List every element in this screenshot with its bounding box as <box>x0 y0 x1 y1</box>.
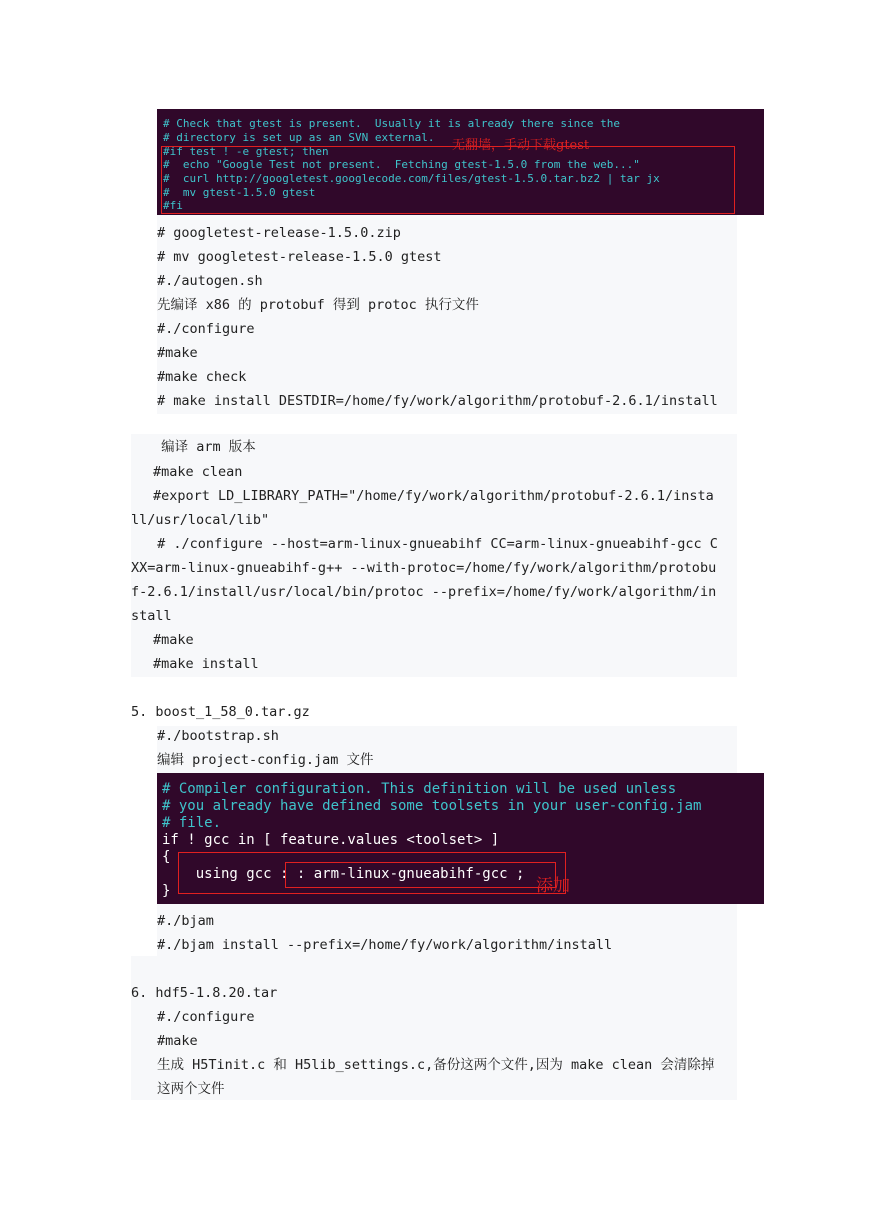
code-line: stall <box>131 608 172 624</box>
terminal-line: # echo "Google Test not present. Fetching gtest-1.5.0 from the web..." <box>163 158 640 171</box>
terminal-line: # file. <box>162 815 222 831</box>
code-line: #make <box>157 345 198 361</box>
terminal-line: { <box>162 849 171 865</box>
code-line: # googletest-release-1.5.0.zip <box>157 225 401 241</box>
code-line: #./autogen.sh <box>157 273 263 289</box>
code-line: 先编译 x86 的 protobuf 得到 protoc 执行文件 <box>157 297 479 313</box>
code-line: #make check <box>157 369 247 385</box>
terminal-line: # directory is set up as an SVN external. <box>163 131 435 144</box>
section-heading: 6. hdf5-1.8.20.tar <box>131 985 278 1001</box>
code-line: 编辑 project-config.jam 文件 <box>157 752 374 768</box>
code-line: 这两个文件 <box>157 1081 225 1097</box>
code-line: # ./configure --host=arm-linux-gnueabihf CC=arm-linux-gnueabihf-gcc C <box>149 536 718 552</box>
terminal-line: #fi <box>163 199 183 212</box>
annotation-box-gtest <box>161 146 735 214</box>
code-line: ll/usr/local/lib" <box>131 512 270 528</box>
code-line: #make <box>153 632 194 648</box>
annotation-box-inner <box>285 862 556 888</box>
code-line: #./configure <box>157 321 255 337</box>
annotation-no-vpn: 无翻墙，手动下载gtest <box>452 138 590 153</box>
annotation-add: 添加 <box>536 876 570 896</box>
code-line: #./bjam <box>157 913 214 929</box>
code-line: #./configure <box>157 1009 255 1025</box>
code-line: #./bjam install --prefix=/home/fy/work/algorithm/install <box>157 937 613 953</box>
terminal-line: } <box>162 883 171 899</box>
code-line: # make install DESTDIR=/home/fy/work/algorithm/protobuf-2.6.1/install <box>157 393 718 409</box>
code-line: #export LD_LIBRARY_PATH="/home/fy/work/algorithm/protobuf-2.6.1/insta <box>153 488 714 504</box>
terminal-line: # curl http://googletest.googlecode.com/files/gtest-1.5.0.tar.bz2 | tar jx <box>163 172 660 185</box>
terminal-line: #if test ! -e gtest; then <box>163 145 329 158</box>
terminal-line: # Compiler configuration. This definition will be used unless <box>162 781 677 797</box>
code-line: #./bootstrap.sh <box>157 728 279 744</box>
code-line: 生成 H5Tinit.c 和 H5lib_settings.c,备份这两个文件,因为 make clean 会清除掉 <box>157 1057 715 1073</box>
code-line: #make <box>157 1033 198 1049</box>
code-line: f-2.6.1/install/usr/local/bin/protoc --prefix=/home/fy/work/algorithm/in <box>131 584 717 600</box>
code-line: XX=arm-linux-gnueabihf-g++ --with-protoc=/home/fy/work/algorithm/protobu <box>131 560 717 576</box>
code-line: #make install <box>153 656 259 672</box>
code-line: #make clean <box>153 464 243 480</box>
terminal-line: # mv gtest-1.5.0 gtest <box>163 186 316 199</box>
code-line: # mv googletest-release-1.5.0 gtest <box>157 249 442 265</box>
terminal-line: using gcc : : arm-linux-gnueabihf-gcc ; <box>162 866 525 882</box>
terminal-line: # you already have defined some toolsets in your user-config.jam <box>162 798 702 814</box>
terminal-line: if ! gcc in [ feature.values <toolset> ] <box>162 832 500 848</box>
section-heading: 5. boost_1_58_0.tar.gz <box>131 704 310 720</box>
code-line: 编译 arm 版本 <box>153 439 256 455</box>
terminal-line: # Check that gtest is present. Usually it is already there since the <box>163 117 620 130</box>
